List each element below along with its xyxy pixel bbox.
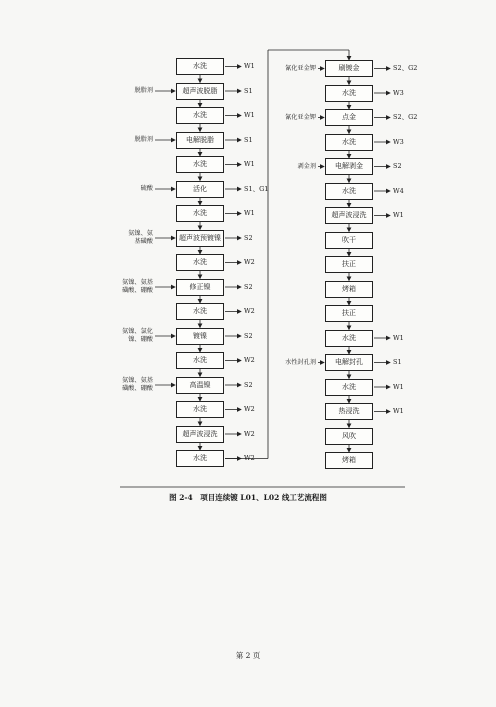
output-label: S2 bbox=[244, 331, 253, 340]
output-label: W3 bbox=[393, 88, 404, 97]
output-label: W1 bbox=[393, 407, 404, 415]
process-step-box: 超声波预镀镍 bbox=[176, 230, 224, 247]
input-chemical-label: 水性封孔剂 bbox=[285, 358, 316, 366]
output-label: S2、G2 bbox=[393, 113, 418, 121]
process-step-box: 水洗 bbox=[325, 330, 373, 347]
input-chemical-label: 脱脂剂 bbox=[134, 87, 153, 94]
process-step-box: 电解脱脂 bbox=[176, 132, 224, 149]
output-label: W1 bbox=[244, 111, 255, 119]
process-step-box: 水洗 bbox=[325, 379, 373, 396]
process-step-box: 水洗 bbox=[176, 107, 224, 124]
input-chemical-label: 氨镍、氨 基磺酸 bbox=[128, 230, 153, 245]
process-step-box: 超声波浸洗 bbox=[325, 207, 373, 224]
process-step-box: 水洗 bbox=[176, 450, 224, 467]
input-chemical-label: 氰化亚金钾 bbox=[285, 64, 316, 72]
process-step-box: 电解剥金 bbox=[325, 158, 373, 175]
output-label: S2、G2 bbox=[393, 64, 418, 72]
process-step-box: 高温镍 bbox=[176, 377, 224, 394]
output-label: W2 bbox=[244, 356, 255, 364]
output-label: W4 bbox=[393, 186, 404, 195]
process-step-box: 点金 bbox=[325, 109, 373, 126]
process-step-box: 烤箱 bbox=[325, 452, 373, 469]
output-label: W2 bbox=[244, 429, 255, 438]
process-step-box: 风吹 bbox=[325, 428, 373, 445]
output-label: S1、G1 bbox=[244, 184, 269, 193]
output-label: S1 bbox=[244, 135, 253, 144]
process-step-box: 扶正 bbox=[325, 305, 373, 322]
process-step-box: 水洗 bbox=[325, 85, 373, 102]
process-step-box: 水洗 bbox=[325, 134, 373, 151]
output-label: S1 bbox=[244, 86, 253, 95]
process-step-box: 水洗 bbox=[176, 352, 224, 369]
process-step-box: 扶正 bbox=[325, 256, 373, 273]
input-chemical-label: 脱脂剂 bbox=[134, 136, 153, 143]
process-step-box: 修正镍 bbox=[176, 279, 224, 296]
process-step-box: 水洗 bbox=[325, 183, 373, 200]
process-step-box: 水洗 bbox=[176, 205, 224, 222]
output-label: S2 bbox=[244, 380, 253, 389]
process-step-box: 水洗 bbox=[176, 58, 224, 75]
output-label: W2 bbox=[244, 307, 255, 315]
output-label: S2 bbox=[244, 233, 253, 242]
output-label: W1 bbox=[244, 209, 255, 217]
process-step-box: 超声波脱脂 bbox=[176, 83, 224, 100]
process-step-box: 烤箱 bbox=[325, 281, 373, 298]
output-label: S2 bbox=[244, 282, 253, 291]
input-chemical-label: 硫酸 bbox=[140, 185, 153, 192]
process-step-box: 吹干 bbox=[325, 232, 373, 249]
process-step-box: 水洗 bbox=[176, 156, 224, 173]
output-label: W2 bbox=[244, 454, 255, 462]
process-step-box: 电解封孔 bbox=[325, 354, 373, 371]
process-step-box: 刷镀金 bbox=[325, 60, 373, 77]
process-step-box: 水洗 bbox=[176, 401, 224, 418]
process-step-box: 水洗 bbox=[176, 303, 224, 320]
output-label: W2 bbox=[244, 258, 255, 266]
figure-caption: 图 2-4 项目连续镀 L01、L02 线工艺流程图 bbox=[169, 493, 327, 502]
page-number: 第 2 页 bbox=[235, 651, 261, 660]
output-label: S1 bbox=[393, 358, 402, 366]
input-chemical-label: 氰化亚金钾 bbox=[285, 113, 316, 121]
input-chemical-label: 氨镍、氯化 镍、硼酸 bbox=[122, 328, 153, 343]
process-step-box: 镀镍 bbox=[176, 328, 224, 345]
output-label: W1 bbox=[393, 382, 404, 391]
output-label: W1 bbox=[244, 62, 255, 70]
input-chemical-label: 氨镍、氨基 磺酸、硼酸 bbox=[122, 279, 153, 294]
input-chemical-label: 剥金剂 bbox=[297, 162, 316, 170]
output-label: W1 bbox=[393, 211, 404, 219]
process-step-box: 水洗 bbox=[176, 254, 224, 271]
output-label: W2 bbox=[244, 405, 255, 413]
process-step-box: 活化 bbox=[176, 181, 224, 198]
output-label: W1 bbox=[393, 333, 404, 342]
process-step-box: 热浸洗 bbox=[325, 403, 373, 420]
output-label: W1 bbox=[244, 160, 255, 168]
process-step-box: 超声波浸洗 bbox=[176, 426, 224, 443]
output-label: W3 bbox=[393, 137, 404, 146]
output-label: S2 bbox=[393, 162, 402, 170]
input-chemical-label: 氨镍、氨基 磺酸、硼酸 bbox=[122, 377, 153, 392]
